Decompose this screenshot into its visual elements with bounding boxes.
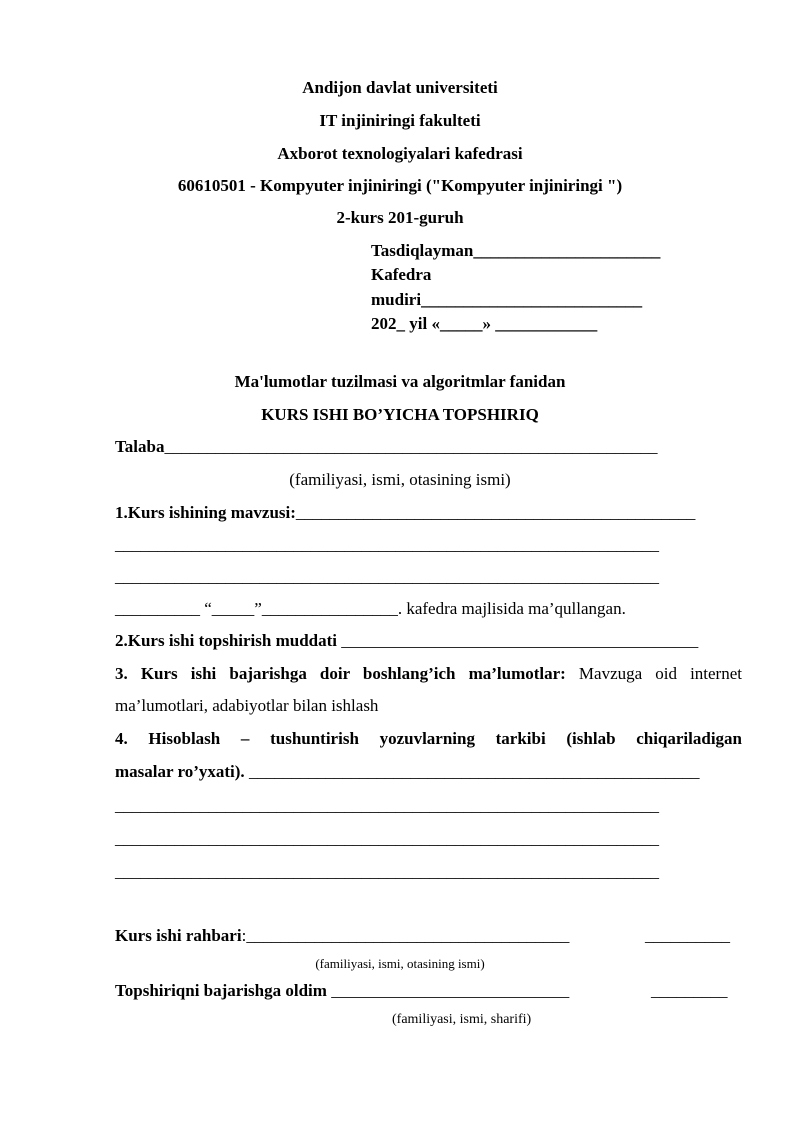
subject-title: Ma'lumotlar tuzilmasi va algoritmlar fanidan bbox=[234, 372, 566, 391]
mudiri-line bbox=[371, 290, 642, 310]
initial-data-text-1: Mavzuga oid internet bbox=[578, 664, 742, 683]
mudiri-label: mudiri bbox=[371, 290, 422, 309]
specialty-name: 60610501 - Kompyuter injiniringi ("Kompyuter injiniringi ") bbox=[177, 176, 623, 195]
approval-date: 202_ yil «_____» ____________ bbox=[371, 314, 598, 333]
supervisor-label: Kurs ishi rahbari bbox=[115, 926, 242, 945]
accepted-hint: (familiyasi, ismi, sharifi) bbox=[392, 1012, 532, 1027]
university-name: Andijon davlat universiteti bbox=[302, 78, 498, 97]
document-heading: KURS ISHI BO’YICHA TOPSHIRIQ bbox=[261, 405, 539, 424]
contents-line-1 bbox=[115, 762, 699, 782]
student-line bbox=[115, 437, 657, 457]
contents-line-4: ________________________________________________________________ bbox=[115, 862, 659, 881]
approve-line: Tasdiqlayman______________________ bbox=[371, 241, 661, 260]
contents-blank-1: _____________________________________________________ bbox=[244, 762, 700, 781]
topic-line-3: ________________________________________________________________ bbox=[115, 567, 659, 586]
deadline-line bbox=[115, 631, 698, 651]
student-blank: __________________________________________________________ bbox=[164, 437, 658, 456]
initial-data-text-2: ma’lumotlari, adabiyotlar bilan ishlash bbox=[115, 696, 379, 715]
topic-line bbox=[115, 503, 695, 523]
supervisor-colon: : bbox=[241, 926, 247, 945]
initial-data-label: 3. Kurs ishi bajarishga doir boshlang’ich ma’lumotlar: bbox=[115, 664, 566, 683]
contents-line-3: ________________________________________________________________ bbox=[115, 829, 659, 848]
student-label: Talaba bbox=[115, 437, 165, 456]
deadline-label: 2.Kurs ishi topshirish muddati bbox=[115, 631, 338, 650]
faculty-name: IT injiniringi fakulteti bbox=[319, 111, 481, 130]
accepted-blank: ____________________________ bbox=[326, 981, 570, 1000]
accepted-label: Topshiriqni bajarishga oldim bbox=[115, 981, 327, 1000]
supervisor-line bbox=[115, 926, 569, 946]
supervisor-sign-blank: __________ bbox=[645, 926, 730, 945]
supervisor-hint: (familiyasi, ismi, otasining ismi) bbox=[315, 956, 485, 971]
accepted-line bbox=[115, 981, 569, 1001]
contents-line-2: ________________________________________________________________ bbox=[115, 796, 659, 815]
topic-approved-text: . kafedra majlisida ma’qullangan. bbox=[397, 599, 626, 618]
topic-label: 1.Kurs ishining mavzusi: bbox=[115, 503, 296, 522]
department-name: Axborot texnologiyalari kafedrasi bbox=[277, 144, 523, 163]
kafedra-label: Kafedra bbox=[371, 265, 432, 284]
topic-line-2: ________________________________________________________________ bbox=[115, 535, 659, 554]
contents-label-1: 4. Hisoblash – tushuntirish yozuvlarning tarkibi (ishlab chiqariladigan bbox=[115, 729, 742, 748]
supervisor-blank: ______________________________________ bbox=[246, 926, 570, 945]
initial-data-line-1 bbox=[115, 664, 742, 684]
group-name: 2-kurs 201-guruh bbox=[336, 208, 464, 227]
topic-blank: _______________________________________________ bbox=[295, 503, 696, 522]
mudiri-blank: __________________________ bbox=[421, 290, 643, 309]
topic-approved-blank: __________ “_____”________________ bbox=[115, 599, 398, 618]
student-hint: (familiyasi, ismi, otasining ismi) bbox=[289, 470, 511, 489]
deadline-blank: __________________________________________ bbox=[337, 631, 699, 650]
contents-label-2: masalar ro’yxati). bbox=[115, 762, 245, 781]
accepted-sign-blank: _________ bbox=[651, 981, 728, 1000]
topic-approved-line bbox=[115, 599, 626, 619]
